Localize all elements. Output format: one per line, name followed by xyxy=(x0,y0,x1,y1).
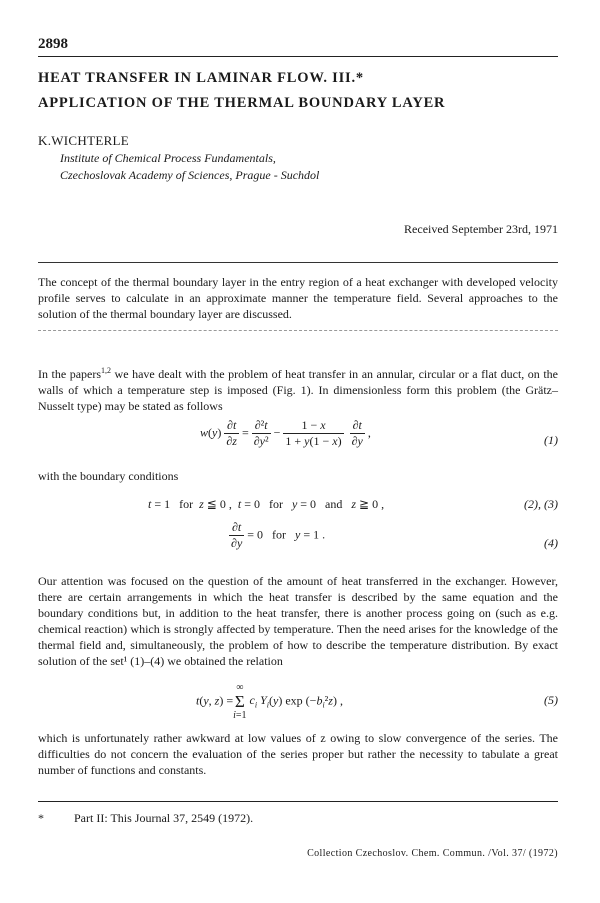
received-date: Received September 23rd, 1971 xyxy=(404,222,558,236)
abstract-bottom-rule xyxy=(38,330,558,331)
intro-text-rest: we have dealt with the problem of heat transfer in an annular, circular or a flat duct, on the walls of which a temperature step is imposed (Fig. 1). In dimensionless form this problem (the Grätz–Nusselt type) may be stated as follows xyxy=(38,367,558,413)
equation-5: t(y, z) = ∞ Σ i=1 $c_i$ $Y_i(y)$ $\exp (-b_i^2z)$ , xyxy=(196,682,343,721)
equation-4: $\frac{\partial t}{\partial y}$ = 0 for y = 1 . xyxy=(231,520,326,550)
intro-citation: 1,2 xyxy=(101,366,112,375)
footnote-rule xyxy=(38,801,558,802)
equation-2-3-number: (2), (3) xyxy=(524,497,558,511)
equation-1-number: (1) xyxy=(544,433,558,447)
article-title-line2: APPLICATION OF THE THERMAL BOUNDARY LAYER xyxy=(38,95,446,111)
footnote xyxy=(38,811,253,826)
footnote-marker: * xyxy=(38,811,44,825)
affiliation-line1: Institute of Chemical Process Fundamentals, xyxy=(60,151,276,165)
header-rule xyxy=(38,56,558,57)
equation-4-number: (4) xyxy=(544,536,558,550)
intro-paragraph xyxy=(38,363,558,414)
article-title-line1: HEAT TRANSFER IN LAMINAR FLOW. III.* xyxy=(38,70,364,86)
abstract-top-rule xyxy=(38,262,558,263)
main-paragraph: Our attention was focused on the question of the amount of heat transferred in the exchanger. However, there are certain arrangements in which the heat transfer is described by the same equation and the boundary conditions but, in addition to the heat transfer, there is another process going on (such as e.g. chemical reaction) which is strongly affected by temperature. Then the need arises for the knowledge of the thermal field and, simultaneously, the problem of how to describe the temperature distribution. By exact solution of the set¹ (1)–(4) we obtained the relation xyxy=(38,574,558,668)
footnote-text: Part II: This Journal 37, 2549 (1972). xyxy=(74,811,254,825)
journal-footer: Collection Czechoslov. Chem. Commun. /Vol. 37/ (1972) xyxy=(307,848,558,859)
author-name: K.WICHTERLE xyxy=(38,133,130,148)
equation-5-number: (5) xyxy=(544,693,558,707)
closing-paragraph: which is unfortunately rather awkward at low values of z owing to slow convergence of the series. The difficulties do not concern the evaluation of the series proper but rather the necessity to tabulate a great number of functions and constants. xyxy=(38,731,558,777)
equation-2-3: t = 1 for z ≦ 0 , t = 0 for y = 0 and z ≧ 0 , xyxy=(148,497,385,511)
affiliation-line2: Czechoslovak Academy of Sciences, Prague - Suchdol xyxy=(60,168,320,182)
page-number: 2898 xyxy=(38,36,68,52)
equation-1: w(y) $\frac{\partial t}{\partial z}$ = $\frac{\text{∂²t}}{\text{∂y²}}$ − $\frac{1 - x}{1 + y(1 - x)}$ $\frac{\partial t}{\partial y}$ , xyxy=(200,418,371,448)
boundary-conditions-text: with the boundary conditions xyxy=(38,469,179,483)
abstract: The concept of the thermal boundary layer in the entry region of a heat exchanger with developed velocity profile serves to calculate in an approximate manner the temperature field. Several approaches to the solution of the thermal boundary layer are discussed. xyxy=(38,275,558,321)
intro-text-start: In the papers xyxy=(38,367,102,381)
